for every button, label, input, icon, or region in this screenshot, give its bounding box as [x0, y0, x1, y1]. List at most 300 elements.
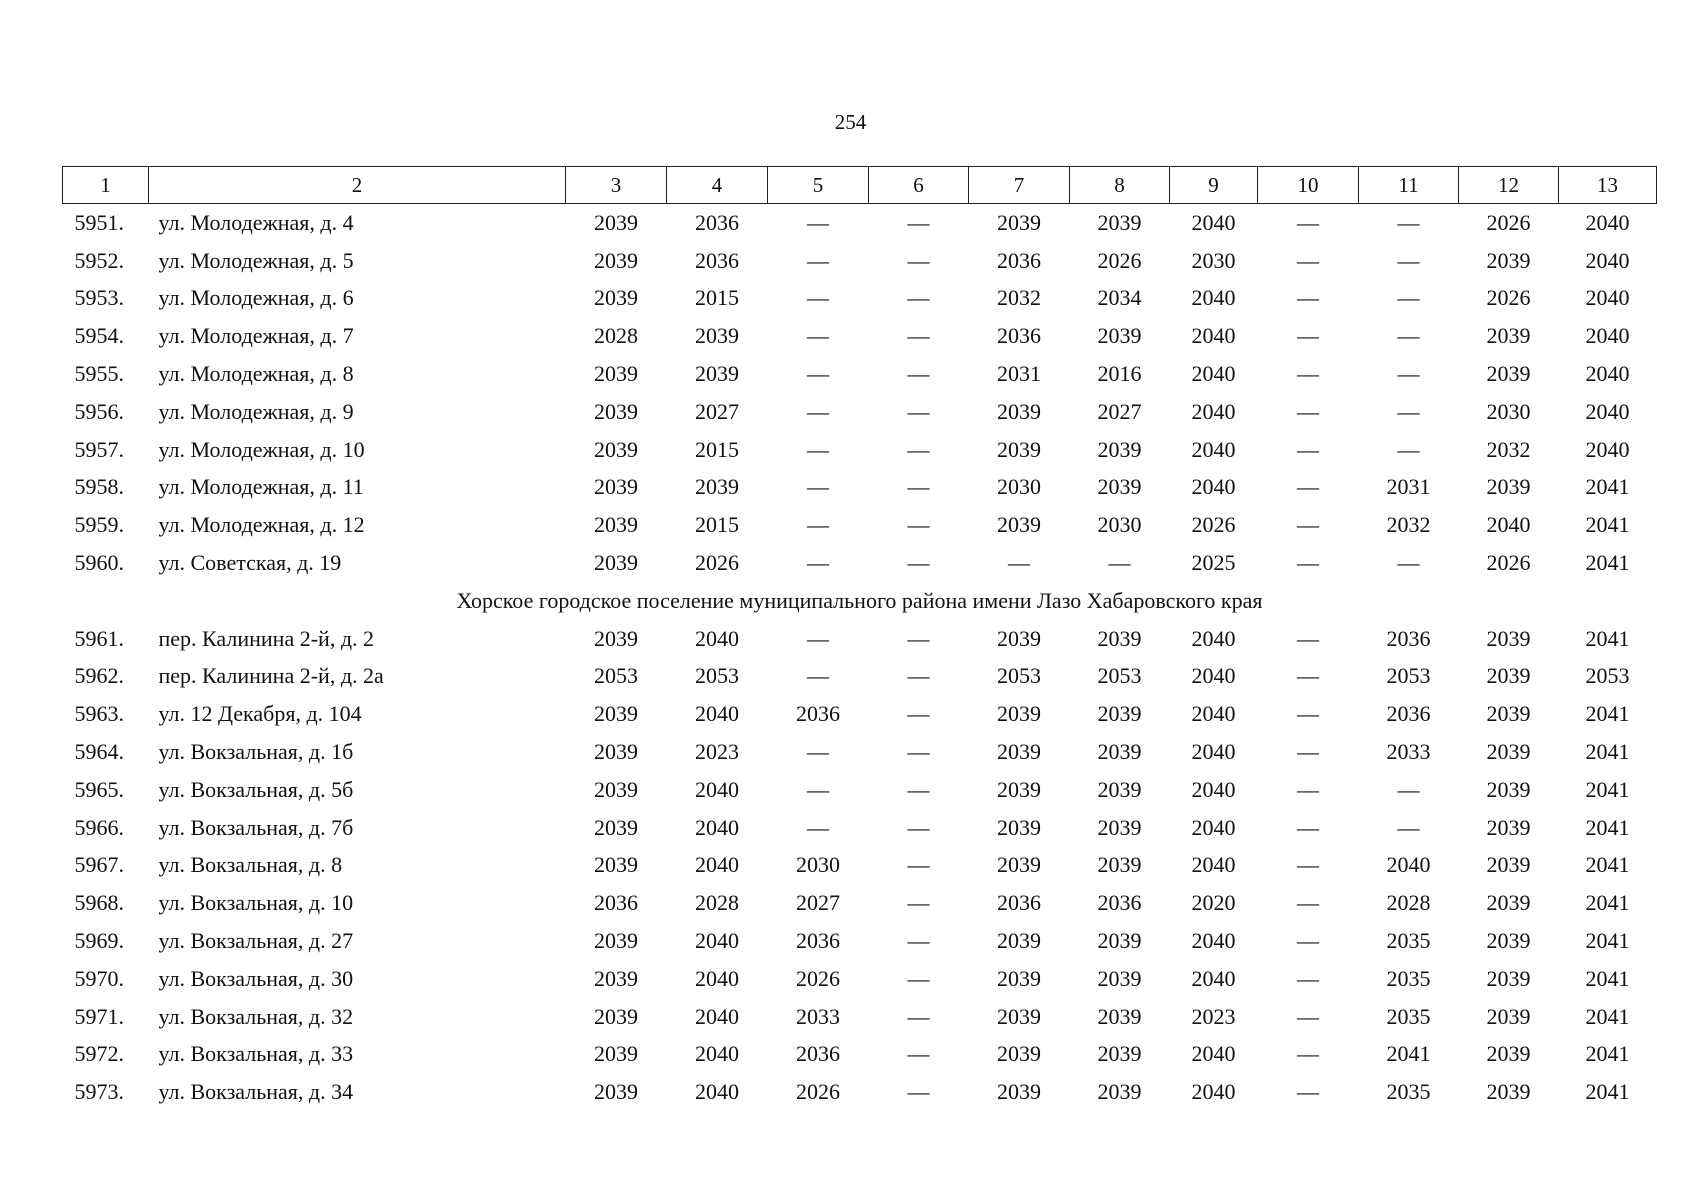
year-cell: 2039: [997, 625, 1041, 651]
year-cell: —: [807, 436, 829, 462]
year-cell: 2030: [997, 474, 1041, 500]
year-cell: 2039: [997, 209, 1041, 235]
year-cell: 2039: [594, 739, 638, 765]
year-cell: 2040: [695, 701, 739, 727]
year-cell: —: [807, 625, 829, 651]
year-cell: 2026: [1486, 209, 1531, 235]
year-cell: 2039: [1097, 814, 1142, 840]
year-cell: 2039: [594, 1003, 638, 1029]
year-cell: 2015: [695, 512, 739, 538]
year-cell: 2040: [1585, 247, 1630, 273]
column-header: 7: [969, 167, 1070, 204]
year-cell: 2040: [1191, 739, 1236, 765]
year-cell: 2031: [1386, 474, 1431, 500]
year-cell: 2041: [1585, 965, 1630, 991]
year-cell: —: [907, 739, 930, 765]
address-cell: пер. Калинина 2-й, д. 2а: [158, 663, 384, 689]
year-cell: 2040: [695, 928, 739, 954]
year-cell: 2039: [594, 436, 638, 462]
year-cell: —: [907, 247, 930, 273]
column-header: 6: [869, 167, 969, 204]
year-cell: 2040: [695, 625, 739, 651]
year-cell: —: [907, 361, 930, 387]
year-cell: 2036: [695, 209, 739, 235]
year-cell: 2039: [594, 701, 638, 727]
row-number-cell: 5959.: [74, 512, 124, 538]
row-number-cell: 5962.: [74, 663, 124, 689]
year-cell: 2040: [1585, 285, 1630, 311]
address-cell: ул. Вокзальная, д. 27: [158, 928, 354, 954]
row-number-cell: 5954.: [74, 323, 124, 349]
year-cell: 2015: [695, 436, 739, 462]
row-number-cell: 5957.: [74, 436, 124, 462]
year-cell: 2026: [695, 550, 739, 576]
year-cell: 2036: [796, 928, 840, 954]
year-cell: 2040: [1191, 474, 1236, 500]
year-cell: 2039: [1097, 965, 1142, 991]
year-cell: 2039: [1097, 323, 1142, 349]
year-cell: 2039: [1486, 776, 1531, 802]
year-cell: 2039: [1097, 209, 1142, 235]
year-cell: —: [1297, 285, 1319, 311]
year-cell: —: [907, 1003, 930, 1029]
row-number-cell: 5970.: [74, 965, 124, 991]
year-cell: —: [807, 474, 829, 500]
year-cell: —: [907, 814, 930, 840]
table-row: [63, 317, 1657, 355]
year-cell: 2039: [1486, 928, 1531, 954]
year-cell: 2041: [1585, 928, 1630, 954]
column-header: 13: [1559, 167, 1657, 204]
year-cell: 2040: [1585, 398, 1630, 424]
row-number-cell: 5955.: [74, 361, 124, 387]
year-cell: 2039: [997, 852, 1041, 878]
row-number-cell: 5956.: [74, 398, 124, 424]
year-cell: 2040: [1191, 625, 1236, 651]
year-cell: 2039: [997, 776, 1041, 802]
year-cell: 2040: [1191, 701, 1236, 727]
address-cell: ул. Молодежная, д. 6: [158, 285, 354, 311]
year-cell: —: [907, 436, 930, 462]
year-cell: 2040: [1191, 361, 1236, 387]
year-cell: —: [1297, 776, 1319, 802]
address-cell: пер. Калинина 2-й, д. 2: [158, 625, 375, 651]
year-cell: 2040: [1191, 852, 1236, 878]
year-cell: 2039: [594, 776, 638, 802]
table-row: [63, 960, 1657, 998]
year-cell: —: [807, 814, 829, 840]
column-header: 1: [63, 167, 149, 204]
year-cell: —: [1297, 739, 1319, 765]
year-cell: 2039: [1097, 776, 1142, 802]
year-cell: 2035: [1386, 1079, 1431, 1105]
year-cell: 2039: [594, 814, 638, 840]
row-number-cell: 5965.: [74, 776, 124, 802]
column-header: 2: [149, 167, 566, 204]
table-row: [63, 620, 1657, 658]
row-number-cell: 5973.: [74, 1079, 124, 1105]
year-cell: 2036: [997, 247, 1041, 273]
year-cell: 2039: [594, 512, 638, 538]
address-cell: ул. Вокзальная, д. 30: [158, 965, 354, 991]
year-cell: 2039: [1486, 701, 1531, 727]
address-cell: ул. Вокзальная, д. 7б: [158, 814, 354, 840]
year-cell: —: [1297, 436, 1319, 462]
row-number-cell: 5958.: [74, 474, 124, 500]
year-cell: 2036: [1386, 625, 1431, 651]
table-row: [63, 884, 1657, 922]
year-cell: —: [807, 323, 829, 349]
year-cell: 2033: [796, 1003, 840, 1029]
year-cell: 2040: [695, 1079, 739, 1105]
year-cell: 2026: [1097, 247, 1142, 273]
year-cell: —: [1297, 928, 1319, 954]
year-cell: 2041: [1585, 625, 1630, 651]
year-cell: —: [1397, 436, 1420, 462]
year-cell: 2032: [1386, 512, 1431, 538]
year-cell: 2033: [1386, 739, 1431, 765]
address-cell: ул. Молодежная, д. 4: [158, 209, 354, 235]
year-cell: 2053: [997, 663, 1041, 689]
page-number: 254: [834, 110, 867, 134]
year-cell: 2039: [1097, 474, 1142, 500]
column-header: 5: [768, 167, 869, 204]
year-cell: 2015: [695, 285, 739, 311]
year-cell: 2039: [1486, 1041, 1531, 1067]
year-cell: 2039: [1486, 247, 1531, 273]
row-number-cell: 5968.: [74, 890, 124, 916]
year-cell: 2039: [594, 361, 638, 387]
year-cell: —: [907, 1079, 930, 1105]
year-cell: 2020: [1191, 890, 1236, 916]
year-cell: 2040: [695, 1041, 739, 1067]
year-cell: 2040: [1191, 928, 1236, 954]
year-cell: 2041: [1585, 852, 1630, 878]
year-cell: 2053: [1585, 663, 1630, 689]
year-cell: 2041: [1585, 550, 1630, 576]
year-cell: 2016: [1097, 361, 1142, 387]
year-cell: 2039: [1097, 625, 1142, 651]
year-cell: —: [1397, 398, 1420, 424]
column-header: 3: [566, 167, 667, 204]
section-heading: Хорское городское поселение муниципального района имени Лазо Хабаровского края: [456, 587, 1263, 613]
year-cell: —: [1297, 1003, 1319, 1029]
column-header: 9: [1170, 167, 1258, 204]
address-cell: ул. Молодежная, д. 8: [158, 361, 354, 387]
year-cell: —: [1297, 625, 1319, 651]
year-cell: 2041: [1585, 814, 1630, 840]
year-cell: —: [1297, 247, 1319, 273]
year-cell: 2039: [997, 1079, 1041, 1105]
year-cell: 2040: [1191, 285, 1236, 311]
year-cell: 2040: [695, 1003, 739, 1029]
year-cell: 2032: [1486, 436, 1531, 462]
year-cell: 2026: [796, 1079, 840, 1105]
table-row: [63, 998, 1657, 1036]
year-cell: —: [1297, 1041, 1319, 1067]
row-number-cell: 5963.: [74, 701, 124, 727]
year-cell: 2040: [1585, 436, 1630, 462]
year-cell: 2026: [1486, 550, 1531, 576]
address-cell: ул. Молодежная, д. 9: [158, 398, 354, 424]
year-cell: 2035: [1386, 965, 1431, 991]
row-number-cell: 5966.: [74, 814, 124, 840]
year-cell: —: [907, 398, 930, 424]
year-cell: —: [807, 209, 829, 235]
row-number-cell: 5960.: [74, 550, 124, 576]
table-row: [63, 280, 1657, 318]
address-cell: ул. Вокзальная, д. 1б: [158, 739, 354, 765]
year-cell: 2040: [695, 776, 739, 802]
year-cell: 2039: [695, 323, 739, 349]
year-cell: 2039: [1097, 436, 1142, 462]
year-cell: 2039: [594, 398, 638, 424]
year-cell: 2040: [1191, 965, 1236, 991]
year-cell: —: [807, 739, 829, 765]
column-header: 4: [667, 167, 768, 204]
year-cell: 2036: [997, 323, 1041, 349]
year-cell: —: [807, 512, 829, 538]
address-cell: ул. Вокзальная, д. 8: [158, 852, 343, 878]
year-cell: 2039: [695, 361, 739, 387]
year-cell: 2041: [1585, 739, 1630, 765]
year-cell: 2027: [1097, 398, 1142, 424]
table-row: [63, 847, 1657, 885]
year-cell: 2039: [1486, 474, 1531, 500]
row-number-cell: 5961.: [74, 625, 124, 651]
year-cell: 2041: [1585, 701, 1630, 727]
year-cell: 2053: [1097, 663, 1142, 689]
year-cell: —: [1397, 285, 1420, 311]
year-cell: —: [1297, 663, 1319, 689]
year-cell: 2039: [1486, 965, 1531, 991]
year-cell: 2040: [1191, 209, 1236, 235]
year-cell: 2039: [594, 1041, 638, 1067]
year-cell: —: [1297, 361, 1319, 387]
year-cell: 2040: [1191, 436, 1236, 462]
year-cell: —: [1008, 550, 1030, 576]
table-row: [63, 431, 1657, 469]
year-cell: —: [807, 776, 829, 802]
year-cell: 2039: [1097, 928, 1142, 954]
year-cell: 2039: [997, 814, 1041, 840]
row-number-cell: 5967.: [74, 852, 124, 878]
table-row: [63, 809, 1657, 847]
year-cell: 2039: [997, 1003, 1041, 1029]
year-cell: 2028: [695, 890, 739, 916]
year-cell: —: [807, 285, 829, 311]
year-cell: 2035: [1386, 1003, 1431, 1029]
year-cell: 2040: [1585, 209, 1630, 235]
year-cell: 2039: [695, 474, 739, 500]
year-cell: —: [1397, 209, 1420, 235]
table-row: [63, 695, 1657, 733]
year-cell: 2041: [1585, 776, 1630, 802]
row-number-cell: 5952.: [74, 247, 124, 273]
table-row: [63, 1073, 1657, 1111]
year-cell: 2023: [695, 739, 739, 765]
year-cell: 2039: [594, 852, 638, 878]
year-cell: 2030: [1486, 398, 1531, 424]
address-cell: ул. Молодежная, д. 5: [158, 247, 354, 273]
year-cell: 2039: [997, 739, 1041, 765]
year-cell: —: [907, 550, 930, 576]
year-cell: 2040: [1191, 398, 1236, 424]
data-table: [62, 166, 1657, 1111]
row-number-cell: 5953.: [74, 285, 124, 311]
year-cell: 2040: [1486, 512, 1531, 538]
year-cell: 2025: [1191, 550, 1236, 576]
year-cell: 2039: [594, 209, 638, 235]
year-cell: 2039: [1486, 852, 1531, 878]
year-cell: —: [907, 474, 930, 500]
year-cell: —: [907, 209, 930, 235]
year-cell: 2039: [1486, 890, 1531, 916]
year-cell: 2040: [1386, 852, 1431, 878]
address-cell: ул. Вокзальная, д. 10: [158, 890, 354, 916]
row-number-cell: 5964.: [74, 739, 124, 765]
year-cell: 2039: [1486, 663, 1531, 689]
address-cell: ул. Вокзальная, д. 5б: [158, 776, 354, 802]
year-cell: 2027: [796, 890, 840, 916]
year-cell: 2039: [1097, 739, 1142, 765]
year-cell: 2036: [695, 247, 739, 273]
header-row: [63, 167, 1657, 204]
year-cell: 2039: [997, 701, 1041, 727]
table-row: [63, 469, 1657, 507]
year-cell: 2026: [796, 965, 840, 991]
table-row: [63, 355, 1657, 393]
year-cell: —: [807, 550, 829, 576]
year-cell: —: [807, 663, 829, 689]
year-cell: 2039: [997, 965, 1041, 991]
year-cell: 2040: [1191, 814, 1236, 840]
year-cell: —: [1297, 550, 1319, 576]
year-cell: 2039: [1097, 1003, 1142, 1029]
year-cell: 2028: [594, 323, 638, 349]
table-row: [63, 242, 1657, 280]
year-cell: 2023: [1191, 1003, 1236, 1029]
row-number-cell: 5969.: [74, 928, 124, 954]
address-cell: ул. Советская, д. 19: [158, 550, 342, 576]
year-cell: 2040: [695, 965, 739, 991]
year-cell: 2039: [1097, 1041, 1142, 1067]
year-cell: 2040: [1585, 323, 1630, 349]
year-cell: 2040: [1191, 323, 1236, 349]
year-cell: —: [1297, 1079, 1319, 1105]
address-cell: ул. Молодежная, д. 12: [158, 512, 365, 538]
address-cell: ул. 12 Декабря, д. 104: [158, 701, 362, 727]
year-cell: 2041: [1585, 474, 1630, 500]
year-cell: 2039: [594, 474, 638, 500]
row-number-cell: 5972.: [74, 1041, 124, 1067]
year-cell: —: [1397, 247, 1420, 273]
year-cell: 2027: [695, 398, 739, 424]
year-cell: —: [907, 928, 930, 954]
year-cell: 2039: [594, 247, 638, 273]
year-cell: —: [1297, 398, 1319, 424]
column-header: 12: [1459, 167, 1559, 204]
year-cell: 2039: [1486, 739, 1531, 765]
row-number-cell: 5951.: [74, 209, 124, 235]
year-cell: —: [807, 398, 829, 424]
address-cell: ул. Вокзальная, д. 33: [158, 1041, 354, 1067]
year-cell: —: [1397, 323, 1420, 349]
year-cell: 2036: [594, 890, 638, 916]
year-cell: 2039: [997, 436, 1041, 462]
year-cell: 2041: [1585, 512, 1630, 538]
year-cell: 2040: [1191, 776, 1236, 802]
table-row: [63, 922, 1657, 960]
year-cell: —: [907, 776, 930, 802]
table-row: [63, 544, 1657, 582]
year-cell: —: [1297, 890, 1319, 916]
column-header: 10: [1258, 167, 1359, 204]
year-cell: 2039: [594, 285, 638, 311]
year-cell: 2039: [997, 512, 1041, 538]
year-cell: 2030: [1191, 247, 1236, 273]
year-cell: —: [1297, 701, 1319, 727]
year-cell: 2032: [997, 285, 1041, 311]
year-cell: 2039: [1486, 625, 1531, 651]
table-row: [63, 658, 1657, 696]
table-row: [63, 733, 1657, 771]
year-cell: —: [807, 247, 829, 273]
year-cell: 2039: [594, 965, 638, 991]
year-cell: 2039: [1486, 814, 1531, 840]
year-cell: 2039: [594, 625, 638, 651]
year-cell: —: [907, 323, 930, 349]
address-cell: ул. Молодежная, д. 7: [158, 323, 354, 349]
address-cell: ул. Вокзальная, д. 32: [158, 1003, 354, 1029]
year-cell: 2040: [1191, 663, 1236, 689]
year-cell: 2039: [1097, 701, 1142, 727]
address-cell: ул. Молодежная, д. 11: [158, 474, 364, 500]
year-cell: —: [1397, 361, 1420, 387]
year-cell: 2036: [1097, 890, 1142, 916]
year-cell: 2039: [997, 398, 1041, 424]
year-cell: —: [907, 965, 930, 991]
year-cell: 2040: [695, 814, 739, 840]
year-cell: 2053: [594, 663, 638, 689]
year-cell: —: [1297, 323, 1319, 349]
year-cell: 2030: [796, 852, 840, 878]
year-cell: 2053: [1386, 663, 1431, 689]
year-cell: —: [907, 285, 930, 311]
section-heading-row: [63, 582, 1657, 620]
table-row: [63, 393, 1657, 431]
year-cell: —: [1297, 474, 1319, 500]
year-cell: 2034: [1097, 285, 1142, 311]
year-cell: 2036: [796, 701, 840, 727]
year-cell: 2040: [1191, 1079, 1236, 1105]
year-cell: 2039: [594, 928, 638, 954]
year-cell: 2035: [1386, 928, 1431, 954]
year-cell: 2041: [1585, 1041, 1630, 1067]
year-cell: 2039: [594, 1079, 638, 1105]
year-cell: —: [907, 890, 930, 916]
year-cell: 2039: [997, 928, 1041, 954]
address-cell: ул. Молодежная, д. 10: [158, 436, 365, 462]
year-cell: 2039: [1486, 361, 1531, 387]
year-cell: —: [1297, 512, 1319, 538]
year-cell: —: [1397, 776, 1420, 802]
year-cell: —: [807, 361, 829, 387]
table-header: [63, 167, 1657, 204]
year-cell: —: [907, 701, 930, 727]
year-cell: —: [907, 663, 930, 689]
table-row: [63, 506, 1657, 544]
